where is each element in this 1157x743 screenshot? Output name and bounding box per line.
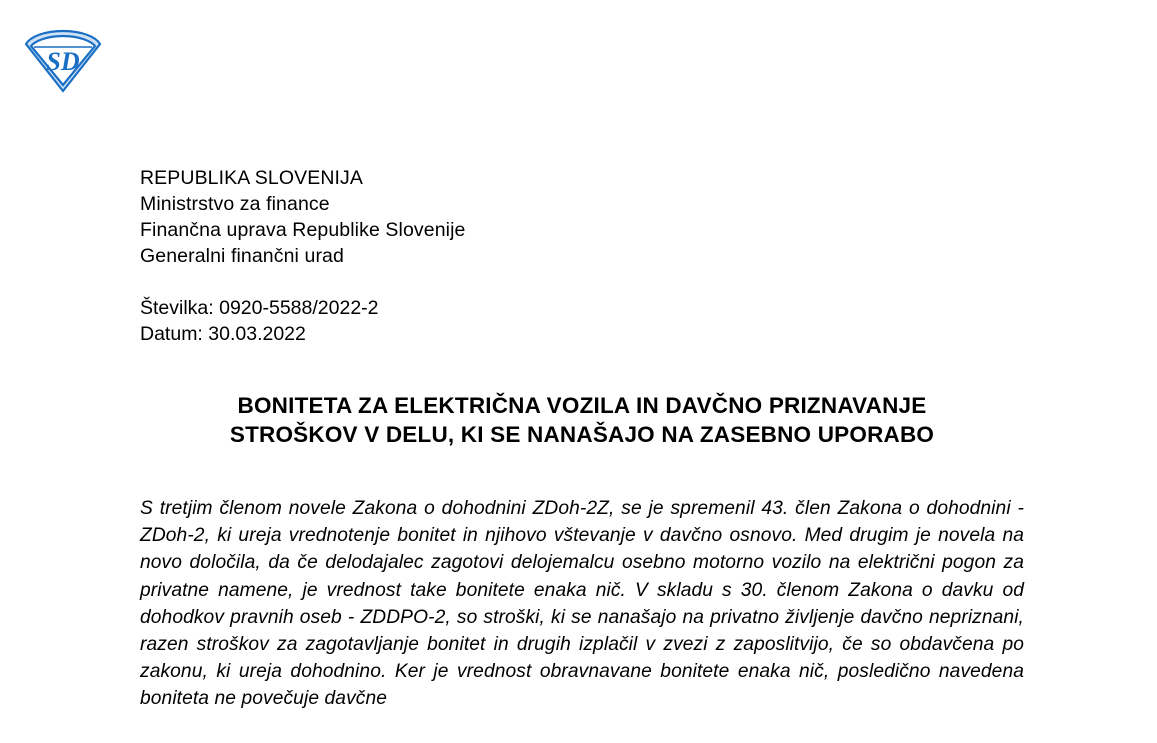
- reference-date: Datum: 30.03.2022: [140, 323, 306, 345]
- page-title-line-1: BONITETA ZA ELEKTRIČNA VOZILA IN DAVČNO PRIZNAVANJE: [237, 393, 927, 418]
- furs-emblem-logo-icon: [22, 28, 104, 94]
- page-title-line-2: STROŠKOV V DELU, KI SE NANAŠAJO NA ZASEBNO UPORABO: [229, 422, 935, 447]
- intro-paragraph-block: [140, 495, 1024, 713]
- document-content: [140, 0, 1024, 713]
- intro-paragraph: S tretjim členom novele Zakona o dohodnini ZDoh-2Z, se je spremenil 43. člen Zakona o dohodnini - ZDoh-2, ki ureja vrednotenje bonitet in njihovo vštevanje v davčno osnovo. Med drugim je novela na novo določila, da če delodajalec zagotovi delojemalcu osebno motorno vozilo na električni pogon za privatne namene, je vrednost take bonitete enaka nič. V skladu s 30. členom Zakona o davku od dohodkov pravnih oseb - ZDDPO-2, so stroški, ki se nanašajo na privatno življenje davčno nepriznani, razen stroškov za zagotavljanje bonitet in drugih izplačil v zvezi z zaposlitvijo, če so obdavčena po zakonu, ki ureja dohodnino. Ker je vrednost obravnavane bonitete enaka nič, posledično navedena boniteta ne povečuje davčne: [140, 498, 1024, 710]
- org-line-republic: REPUBLIKA SLOVENIJA: [140, 167, 363, 189]
- reference-number: Številka: 0920-5588/2022-2: [140, 297, 379, 319]
- reference-block: [140, 295, 1024, 347]
- organization-block: [140, 165, 1024, 269]
- org-line-administration: Finančna uprava Republike Slovenije: [140, 219, 466, 241]
- org-line-ministry: Ministrstvo za finance: [140, 193, 330, 215]
- page-title: [140, 391, 1024, 449]
- svg-text:SD: SD: [46, 47, 80, 76]
- org-line-office: Generalni finančni urad: [140, 245, 344, 267]
